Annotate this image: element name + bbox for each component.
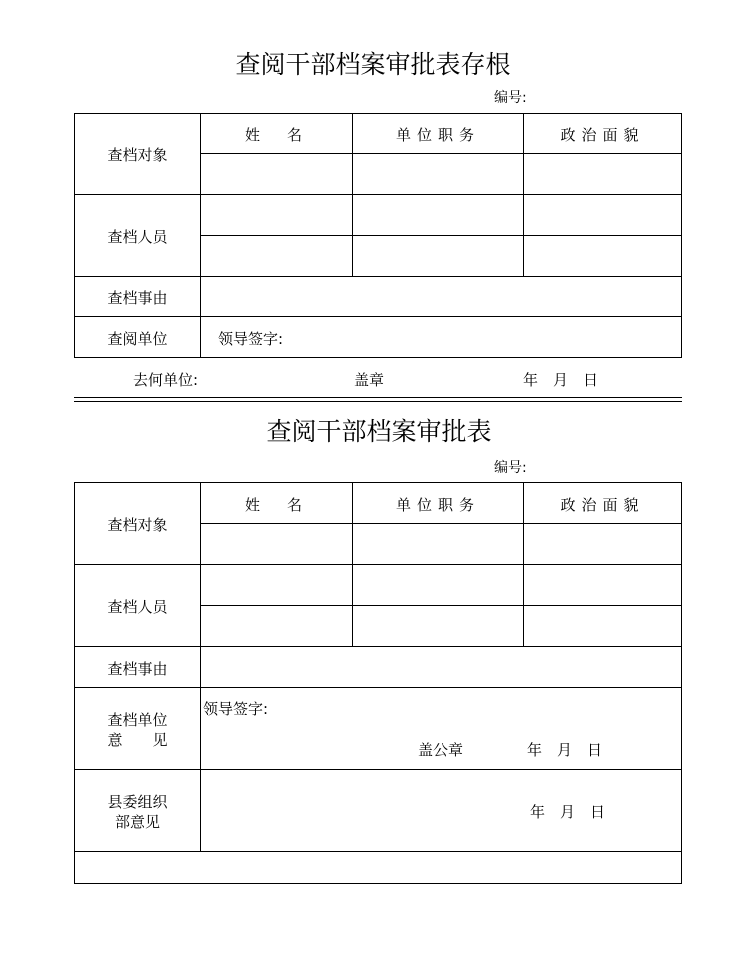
stub-title: 查阅干部档案审批表存根 <box>235 50 511 79</box>
stub-staff-label: 查档人员 <box>107 228 168 246</box>
form-leader-sign-label: 领导签字: <box>203 700 269 718</box>
form-header-position: 单位职务 <box>395 496 480 514</box>
stub-reason-label: 查档事由 <box>107 289 168 307</box>
form-header-name: 姓 名 <box>244 496 308 514</box>
form-header-political: 政治面貌 <box>560 496 645 514</box>
form-reason-label: 查档事由 <box>107 660 168 678</box>
form-staff-label: 查档人员 <box>107 598 168 616</box>
form-official-stamp-label: 盖公章 <box>418 741 464 759</box>
stub-number-label: 编号: <box>494 90 527 106</box>
stub-header-position: 单位职务 <box>395 126 480 144</box>
stub-target-label: 查档对象 <box>107 146 168 164</box>
stub-unit-label: 查阅单位 <box>107 330 168 348</box>
form-title: 查阅干部档案审批表 <box>266 417 492 446</box>
form-target-label: 查档对象 <box>107 516 168 534</box>
form-unit-opinion-label-line2: 意 见 <box>107 731 168 749</box>
stub-header-political: 政治面貌 <box>560 126 645 144</box>
stub-header-name: 姓 名 <box>244 126 308 144</box>
form-county-date-label: 年 月 日 <box>530 803 606 821</box>
form-unit-opinion-label-line1: 查档单位 <box>107 711 168 729</box>
form-county-opinion-label-line2: 部意见 <box>114 813 160 831</box>
form-number-label: 编号: <box>494 460 527 476</box>
form-county-opinion-label-line1: 县委组织 <box>107 793 168 811</box>
stub-destination-label: 去何单位: <box>133 371 199 389</box>
stub-leader-sign-label: 领导签字: <box>218 330 284 348</box>
stub-date-label: 年 月 日 <box>523 371 599 389</box>
form-unit-date-label: 年 月 日 <box>527 741 603 759</box>
stub-stamp-label: 盖章 <box>354 371 385 389</box>
